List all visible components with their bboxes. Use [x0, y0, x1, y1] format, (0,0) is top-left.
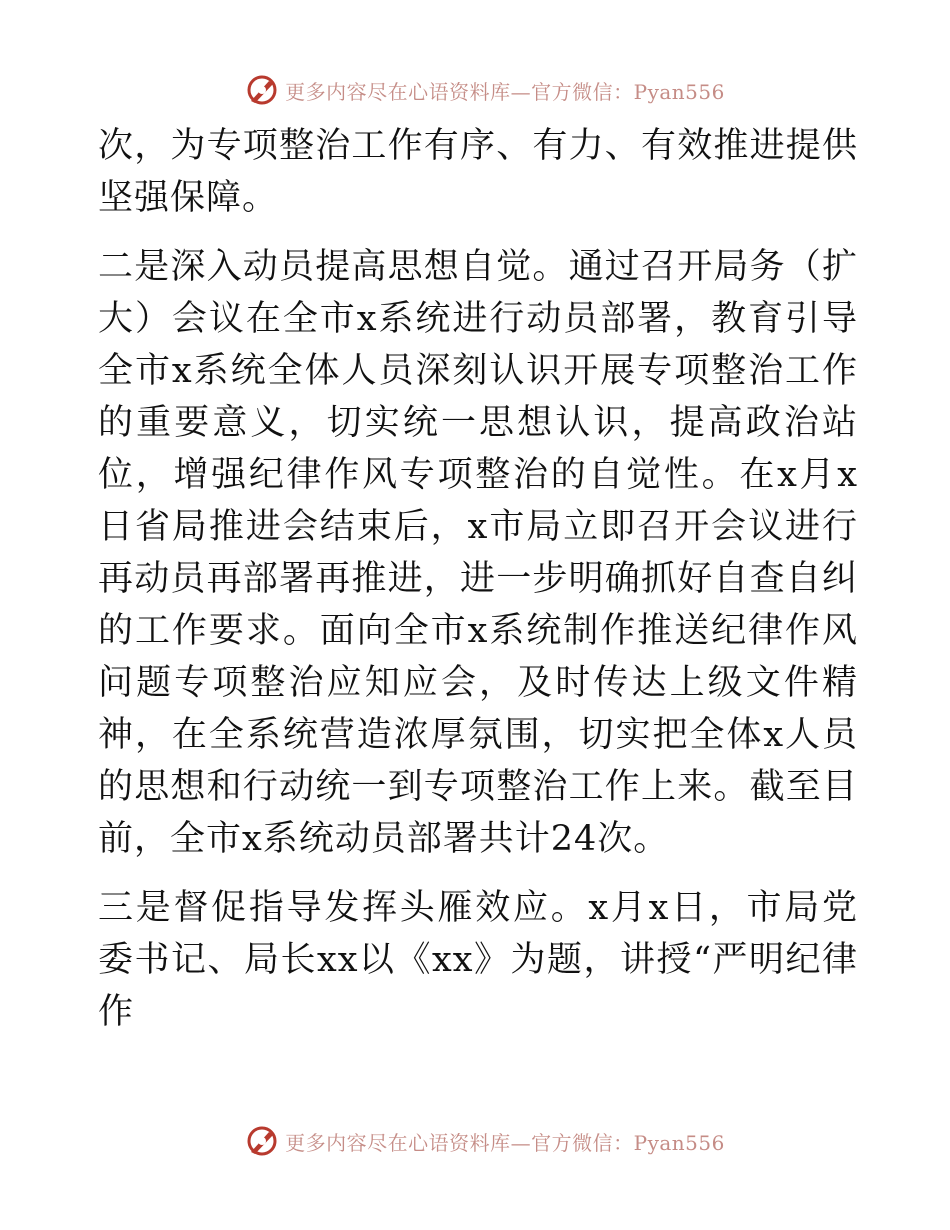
- paragraph-continuation: 次，为专项整治工作有序、有力、有效推进提供坚强保障。: [98, 126, 858, 218]
- watermark-text: 更多内容尽在心语资料库—官方微信：Pyan556: [285, 1130, 725, 1155]
- watermark-text: 更多内容尽在心语资料库—官方微信：Pyan556: [285, 79, 725, 104]
- paragraph-supervision: 三是督促指导发挥头雁效应。x月x日，市局党委书记、局长xx以《xx》为题，讲授“严明纪律作: [98, 888, 858, 1032]
- paragraph-mobilization: 二是深入动员提高思想自觉。通过召开局务（扩大）会议在全市x系统进行动员部署，教育引导全市x系统全体人员深刻认识开展专项整治工作的重要意义，切实统一思想认识，提高政治站位，增强纪律作风专项整治的自觉性。在x月x日省局推进会结束后，x市局立即召开会议进行再动员再部署再推进，进一步明确抓好自查自纠的工作要求。面向全市x系统制作推送纪律作风问题专项整治应知应会，及时传达上级文件精神，在全系统营造浓厚氛围，切实把全体x人员的思想和行动统一到专项整治工作上来。截至目前，全市x系统动员部署共计24次。: [98, 247, 858, 859]
- pen-logo-icon: [245, 73, 279, 107]
- footer-watermark: [0, 1121, 950, 1161]
- document-body: [98, 120, 858, 1038]
- pen-logo-icon: [245, 1124, 279, 1158]
- header-watermark: [0, 70, 950, 110]
